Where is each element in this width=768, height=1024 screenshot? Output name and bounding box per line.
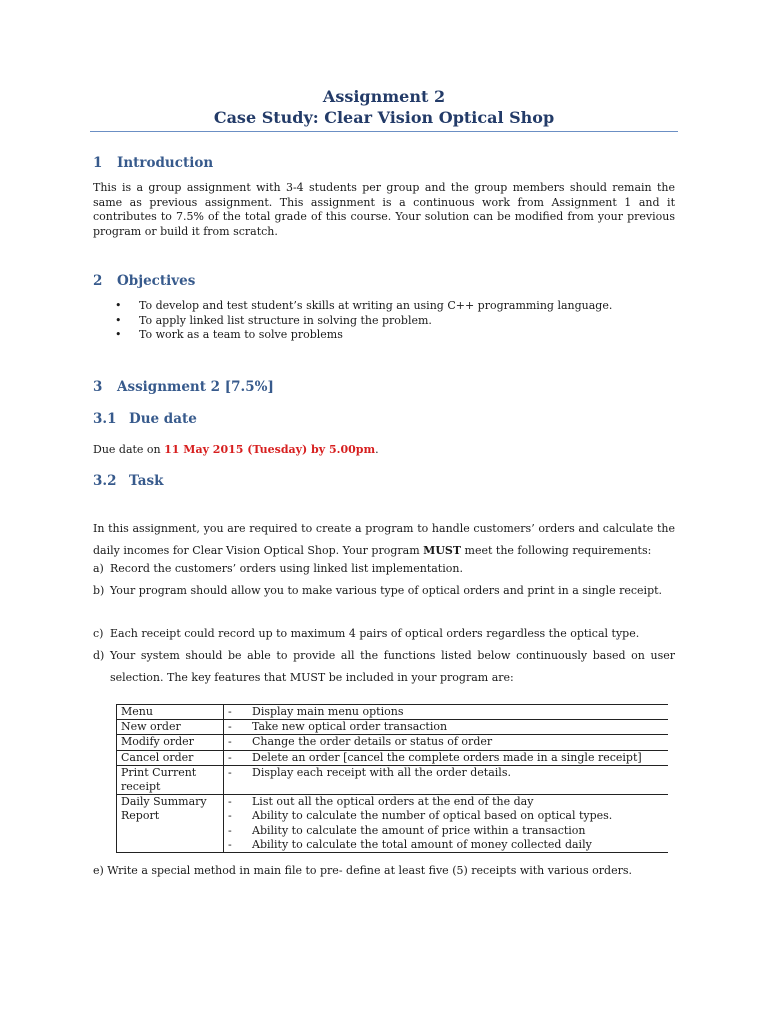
task-intro-text: In this assignment, you are required to create a program to handle customers’ orders and calculate the daily incomes for Clear Vision Optical Shop. Your program (93, 522, 675, 557)
feature-details (224, 765, 669, 794)
feature-details (224, 720, 669, 735)
task-intro-emphasis: MUST (423, 544, 462, 557)
due-date-line (93, 443, 379, 456)
feature-detail: List out all the optical orders at the end of the day (252, 795, 534, 809)
requirement-b (93, 580, 675, 602)
feature-detail: Take new optical order transaction (252, 720, 448, 734)
heading-number: 3 (93, 379, 103, 395)
title-divider (90, 131, 678, 132)
feature-detail: Ability to calculate the amount of price within a transaction (252, 823, 586, 837)
feature-details (224, 735, 669, 750)
requirement-label: c) (93, 627, 104, 640)
feature-detail: Ability to calculate the total amount of money collected daily (252, 837, 592, 851)
title-line-2: Case Study: Clear Vision Optical Shop (213, 108, 555, 127)
heading-text: Due date (129, 411, 197, 427)
heading-text: Objectives (117, 273, 196, 289)
list-item: • To apply linked list structure in solving the problem. (113, 314, 612, 329)
feature-details (224, 705, 669, 720)
due-date-suffix: . (375, 443, 379, 456)
heading-text: Task (129, 473, 164, 489)
table-row (117, 795, 669, 853)
heading-number: 2 (93, 273, 103, 289)
requirement-label: d) (93, 649, 105, 662)
feature-detail: Display main menu options (252, 705, 404, 718)
heading-assignment-2 (93, 379, 274, 395)
document-title (90, 86, 678, 128)
heading-number: 3.2 (93, 473, 117, 489)
feature-detail-line (228, 795, 664, 809)
heading-number: 3.1 (93, 411, 117, 427)
feature-detail: Delete an order [cancel the complete orders made in a single receipt] (252, 750, 642, 764)
requirement-text: Your program should allow you to make various type of optical orders and print in a single receipt. (110, 584, 663, 597)
feature-details (224, 750, 669, 765)
requirement-text: Your system should be able to provide all the functions listed below continuously based on user selection. The key features that MUST be included in your program are: (110, 649, 675, 684)
requirement-label: b) (93, 584, 105, 597)
requirement-c (93, 623, 675, 645)
feature-name: Daily Summary Report (117, 795, 224, 853)
heading-text: Introduction (117, 155, 214, 171)
heading-task (93, 473, 163, 489)
feature-detail: Display each receipt with all the order details. (252, 765, 511, 779)
feature-name: Menu (117, 705, 224, 720)
requirement-label: a) (93, 562, 104, 575)
feature-name: Cancel order (117, 750, 224, 765)
dash: - (228, 795, 232, 809)
due-date-prefix: Due date on (93, 443, 165, 456)
table-row (117, 750, 669, 765)
heading-introduction (93, 155, 213, 171)
title-line-1: Assignment 2 (322, 87, 446, 106)
heading-due-date (93, 411, 197, 427)
table-row (117, 765, 669, 794)
feature-detail: Change the order details or status of order (252, 735, 493, 749)
feature-name: Print Current receipt (117, 765, 224, 794)
dash: - (228, 720, 232, 734)
feature-name: New order (117, 720, 224, 735)
table-row (117, 705, 669, 720)
key-features-table (116, 704, 668, 853)
list-item: • To work as a team to solve problems (113, 328, 612, 343)
feature-details (224, 795, 669, 853)
heading-number: 1 (93, 155, 103, 171)
task-intro-paragraph (93, 518, 675, 562)
feature-name: Modify order (117, 735, 224, 750)
feature-detail-line (228, 838, 664, 852)
dash: - (228, 809, 232, 823)
heading-objectives (93, 273, 195, 289)
requirement-d (93, 645, 675, 689)
dash: - (228, 765, 232, 779)
feature-detail-line (228, 824, 664, 838)
table-row (117, 720, 669, 735)
dash: - (228, 837, 232, 851)
requirement-e: e) Write a special method in main file to pre- define at least five (5) receipts with various orders. (93, 864, 632, 877)
feature-detail: Ability to calculate the number of optical based on optical types. (252, 809, 613, 823)
feature-detail-line (228, 809, 664, 823)
heading-text: Assignment 2 [7.5%] (117, 379, 274, 395)
dash: - (228, 823, 232, 837)
requirement-a (93, 558, 675, 580)
dash: - (228, 750, 232, 764)
dash: - (228, 735, 232, 749)
requirement-text: Each receipt could record up to maximum 4 pairs of optical orders regardless the optical type. (110, 627, 640, 640)
due-date-value: 11 May 2015 (Tuesday) by 5.00pm (164, 443, 376, 456)
introduction-paragraph: This is a group assignment with 3-4 students per group and the group members should remain the same as previous assignment. This assignment is a continuous work from Assignment 1 and it contributes to 7.5% of the total grade of this course. Your solution can be modified from your previous program or build it from scratch. (93, 181, 675, 238)
table-row (117, 735, 669, 750)
list-item: • To develop and test student’s skills at writing an using C++ programming language. (113, 299, 612, 314)
objectives-list (113, 299, 612, 343)
task-intro-text-end: meet the following requirements: (461, 544, 652, 557)
requirement-text: Record the customers’ orders using linked list implementation. (110, 562, 463, 575)
dash: - (228, 705, 232, 718)
